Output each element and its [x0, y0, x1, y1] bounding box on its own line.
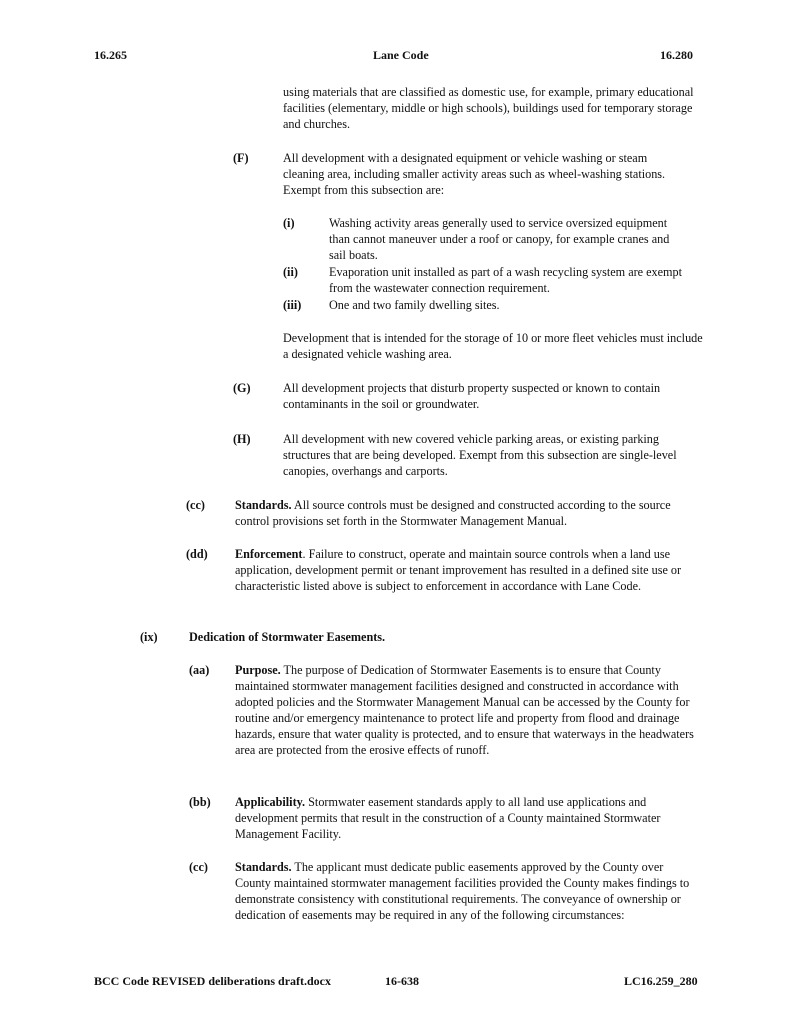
footer-filename: BCC Code REVISED deliberations draft.docx — [94, 974, 332, 988]
header-section-start: 16.265 — [94, 48, 127, 62]
cc-standards-title: Standards. — [235, 498, 292, 512]
item-h-label: (H) — [233, 432, 251, 446]
subitem-i-text: Washing activity areas generally used to service oversized equipment than cannot maneuver under a roof or canopy, for example cranes and sail boats. — [329, 216, 670, 262]
item-g-label: (G) — [233, 381, 251, 395]
subitem-ii-text: Evaporation unit installed as part of a wash recycling system are exempt from the wastewater connection requirement. — [329, 265, 682, 295]
item-h-text: All development with new covered vehicle parking areas, or existing parking structures that are being developed. Exempt from this subsection are single-level canopies, overhangs and carports. — [283, 432, 677, 478]
dd-enforcement-label: (dd) — [186, 547, 208, 561]
cc-easement-standards-label: (cc) — [189, 860, 208, 874]
subitem-iii-label: (iii) — [283, 298, 302, 312]
footer-reference: LC16.259_280 — [624, 974, 698, 988]
bb-applicability-paragraph — [235, 794, 710, 842]
cc-standards-paragraph — [235, 497, 705, 529]
subitem-ii-label: (ii) — [283, 265, 298, 279]
cc-easement-standards-paragraph — [235, 859, 700, 923]
cc-easement-standards-text: The applicant must dedicate public easements approved by the County over County maintained stormwater management facilities provided the County makes findings to demonstrate consistency with constitutional requirements. The conveyance of ownership or dedication of easements may be required in any of the following circumstances: — [235, 860, 690, 922]
intro-paragraph: using materials that are classified as domestic use, for example, primary educational facilities (elementary, middle or high schools), buildings used for temporary storage and churches. — [283, 85, 694, 131]
header-section-end: 16.280 — [660, 48, 693, 62]
aa-purpose-paragraph — [235, 662, 710, 758]
dd-enforcement-paragraph — [235, 546, 710, 594]
item-f-note: Development that is intended for the storage of 10 or more fleet vehicles must include a designated vehicle washing area. — [283, 331, 703, 361]
dd-enforcement-title: Enforcement — [235, 547, 303, 561]
cc-standards-label: (cc) — [186, 498, 205, 512]
bb-applicability-text: Stormwater easement standards apply to all land use applications and development permits that result in the construction of a County maintained Stormwater Management Facility. — [235, 795, 661, 841]
item-f-text: All development with a designated equipment or vehicle washing or steam cleaning area, including smaller activity areas such as wheel-washing stations. Exempt from this subsection are: — [283, 151, 666, 197]
dd-enforcement-text: . Failure to construct, operate and maintain source controls when a land use application, development permit or tenant improvement has resulted in a defined site use or characteristic listed above is subject to enforcement in accordance with Lane Code. — [235, 547, 682, 593]
ix-label: (ix) — [140, 630, 158, 644]
aa-purpose-title: Purpose. — [235, 663, 281, 677]
header-title: Lane Code — [373, 48, 429, 62]
subitem-i-label: (i) — [283, 216, 295, 230]
aa-purpose-label: (aa) — [189, 663, 210, 677]
bb-applicability-label: (bb) — [189, 795, 211, 809]
cc-standards-text: All source controls must be designed and constructed according to the source control provisions set forth in the Stormwater Management Manual. — [235, 498, 671, 528]
footer-page-number: 16-638 — [385, 974, 419, 988]
aa-purpose-text: The purpose of Dedication of Stormwater Easements is to ensure that County maintained stormwater management facilities designed and constructed in accordance with adopted policies and the Stormwater Management Manual can be accessed by the County for routine and/or emergency maintenance to protect life and property from flood and drainage hazards, ensure that water quality is protected, and to ensure that waterways in the headwaters area are protected from the erosive effects of runoff. — [235, 663, 694, 757]
bb-applicability-title: Applicability. — [235, 795, 306, 809]
cc-easement-standards-title: Standards. — [235, 860, 292, 874]
item-g-text: All development projects that disturb property suspected or known to contain contaminants in the soil or groundwater. — [283, 381, 661, 411]
ix-heading: Dedication of Stormwater Easements. — [189, 630, 386, 644]
item-f-label: (F) — [233, 151, 249, 165]
subitem-iii-text: One and two family dwelling sites. — [329, 298, 500, 312]
